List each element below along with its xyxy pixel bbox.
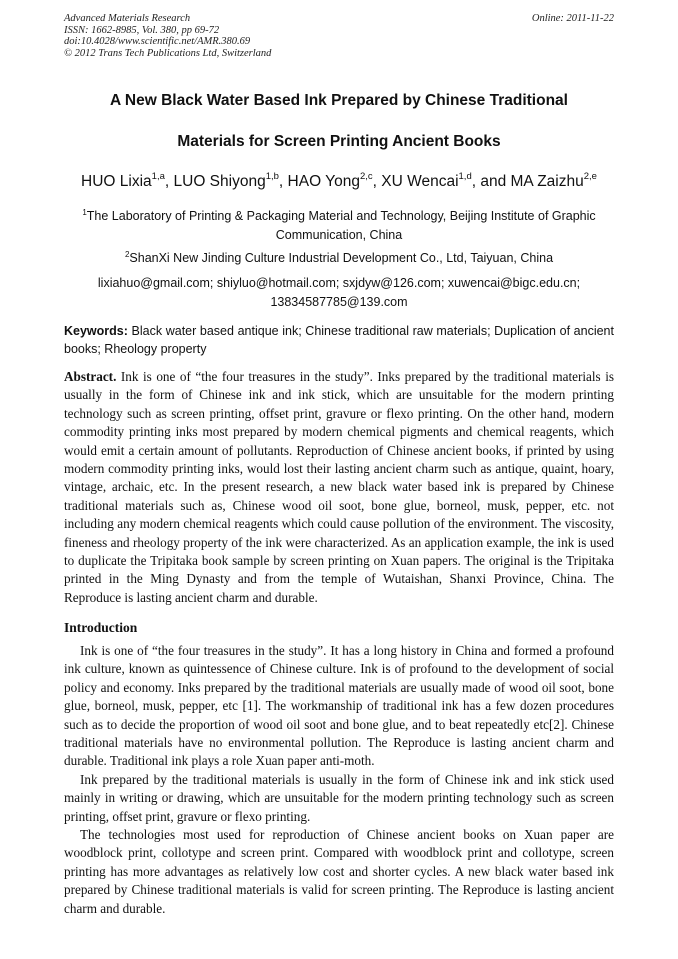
author-separator: ,: [278, 173, 288, 190]
journal-header: [64, 13, 614, 59]
author-separator: ,: [372, 173, 382, 190]
author-separator: , and: [471, 173, 511, 190]
affiliation-2-line: ShanXi New Jinding Culture Industrial Development Co., Ltd, Taiyuan, China: [129, 251, 554, 265]
affiliation-2: [40, 249, 638, 268]
abstract-text: Ink is one of “the four treasures in the study”. Inks prepared by the traditional materials is usually in the form of Chinese ink and ink stick, which are unsuitable for the modern printing technology such as screen printing, offset print, gravure or flexo printing. On the other hand, modern commodity printing inks most prepared by modern chemical pigments and chemical reagents, which would emit a certain amount of pollutants. Reproduction of Chinese ancient books, if printed by using modern commodity printing inks, would lost their lasting ancient charm such as antique, quaint, hoary, vintage, archaic, etc. In the present research, a new black water based ink is prepared by Chinese traditional materials such as, Chinese wood oil soot, bone glue, borneol, musk, pepper, etc. not including any modern chemical reagents which could cause pollution of the environment. The viscosity, fineness and rheology property of the ink were characterized. As an application example, the ink is used to duplicate the Tripitaka book sample by screen printing on Xuan papers. The original is the Tripitaka printed in the Ming Dynasty and from the temple of Wutaishan, Shanxi Province, China. The Reproduce is lasting ancient charm and durable.: [64, 369, 614, 605]
abstract: [64, 368, 614, 607]
author-name: HAO Yong: [287, 173, 360, 190]
author-affiliation-mark: 1,b: [265, 171, 279, 182]
journal-copyright: © 2012 Trans Tech Publications Ltd, Switzerland: [64, 47, 272, 59]
paragraph: Ink is one of “the four treasures in the study”. It has a long history in China and formed a profound ink culture, known as quintessence of Chinese culture. Ink is of profound to the development of social policy and economy. Inks prepared by the traditional materials are usually made of wood oil soot, bone glue, borneol, musk, pepper, etc [1]. The workmanship of traditional ink has a few dozen procedures such as to decide the proportion of wood oil soot and bone glue, and to beat repeatedly etc[2]. Chinese traditional materials have no environmental pollution. The Reproduce is lasting ancient charm and durable. Traditional ink plays a role Xuan paper anti-moth.: [64, 643, 614, 769]
abstract-label: Abstract.: [64, 369, 117, 384]
affiliation-number: 2: [124, 250, 130, 259]
introduction-body: [64, 642, 614, 918]
paragraph: The technologies most used for reproduction of Chinese ancient books on Xuan paper are woodblock print, collotype and screen print. Compared with woodblock print and collotype, screen printing has more advantages as relatively low cost and shorter cycles. A new black water based ink prepared by Chinese traditional materials is valid for screen printing. The Reproduce is lasting ancient charm and durable.: [64, 827, 614, 916]
author-separator: ,: [164, 173, 174, 190]
author-name: XU Wencai: [381, 173, 459, 190]
paragraph: Ink prepared by the traditional materials is usually in the form of Chinese ink and ink stick used mainly in writing or drawing, which are unsuitable for the modern printing technology such as screen printing, offset print, gravure or flexo printing.: [64, 771, 614, 824]
journal-issn: ISSN: 1662-8985, Vol. 380, pp 69-72: [64, 24, 220, 36]
affiliation-1: [40, 207, 638, 245]
author-affiliation-mark: 1,d: [458, 171, 472, 182]
affiliation-1-line-1: The Laboratory of Printing & Packaging Material and Technology, Beijing Institute of Graphic: [86, 209, 596, 223]
paper-title-line-1: A New Black Water Based Ink Prepared by Chinese Traditional: [110, 92, 568, 109]
emails-line-1: lixiahuo@gmail.com; shiyluo@hotmail.com; sxjdyw@126.com; xuwencai@bigc.edu.cn;: [97, 276, 581, 290]
journal-name: Advanced Materials Research: [64, 13, 191, 24]
affiliation-number: 1: [82, 208, 87, 217]
author-affiliation-mark: 2,e: [583, 171, 597, 182]
author-affiliation-mark: 2,c: [359, 171, 373, 182]
author-name: MA Zaizhu: [510, 173, 584, 190]
author-name: HUO Lixia: [81, 173, 152, 190]
section-heading-introduction: Introduction: [64, 620, 138, 635]
keywords: [64, 322, 614, 358]
keywords-label: Keywords:: [64, 324, 128, 338]
affiliation-1-line-2: Communication, China: [275, 228, 403, 242]
emails-line-2: 13834587785@139.com: [270, 295, 408, 309]
paper-title-line-2: Materials for Screen Printing Ancient Books: [177, 133, 501, 150]
keywords-text: Black water based antique ink; Chinese traditional raw materials; Duplication of ancient books; Rheology property: [64, 324, 614, 356]
author-affiliation-mark: 1,a: [151, 171, 165, 182]
author-emails: [40, 274, 638, 312]
author-name: LUO Shiyong: [173, 173, 266, 190]
online-date: Online: 2011-11-22: [531, 13, 614, 24]
author-list: [20, 172, 658, 192]
journal-doi: doi:10.4028/www.scientific.net/AMR.380.69: [64, 36, 251, 48]
